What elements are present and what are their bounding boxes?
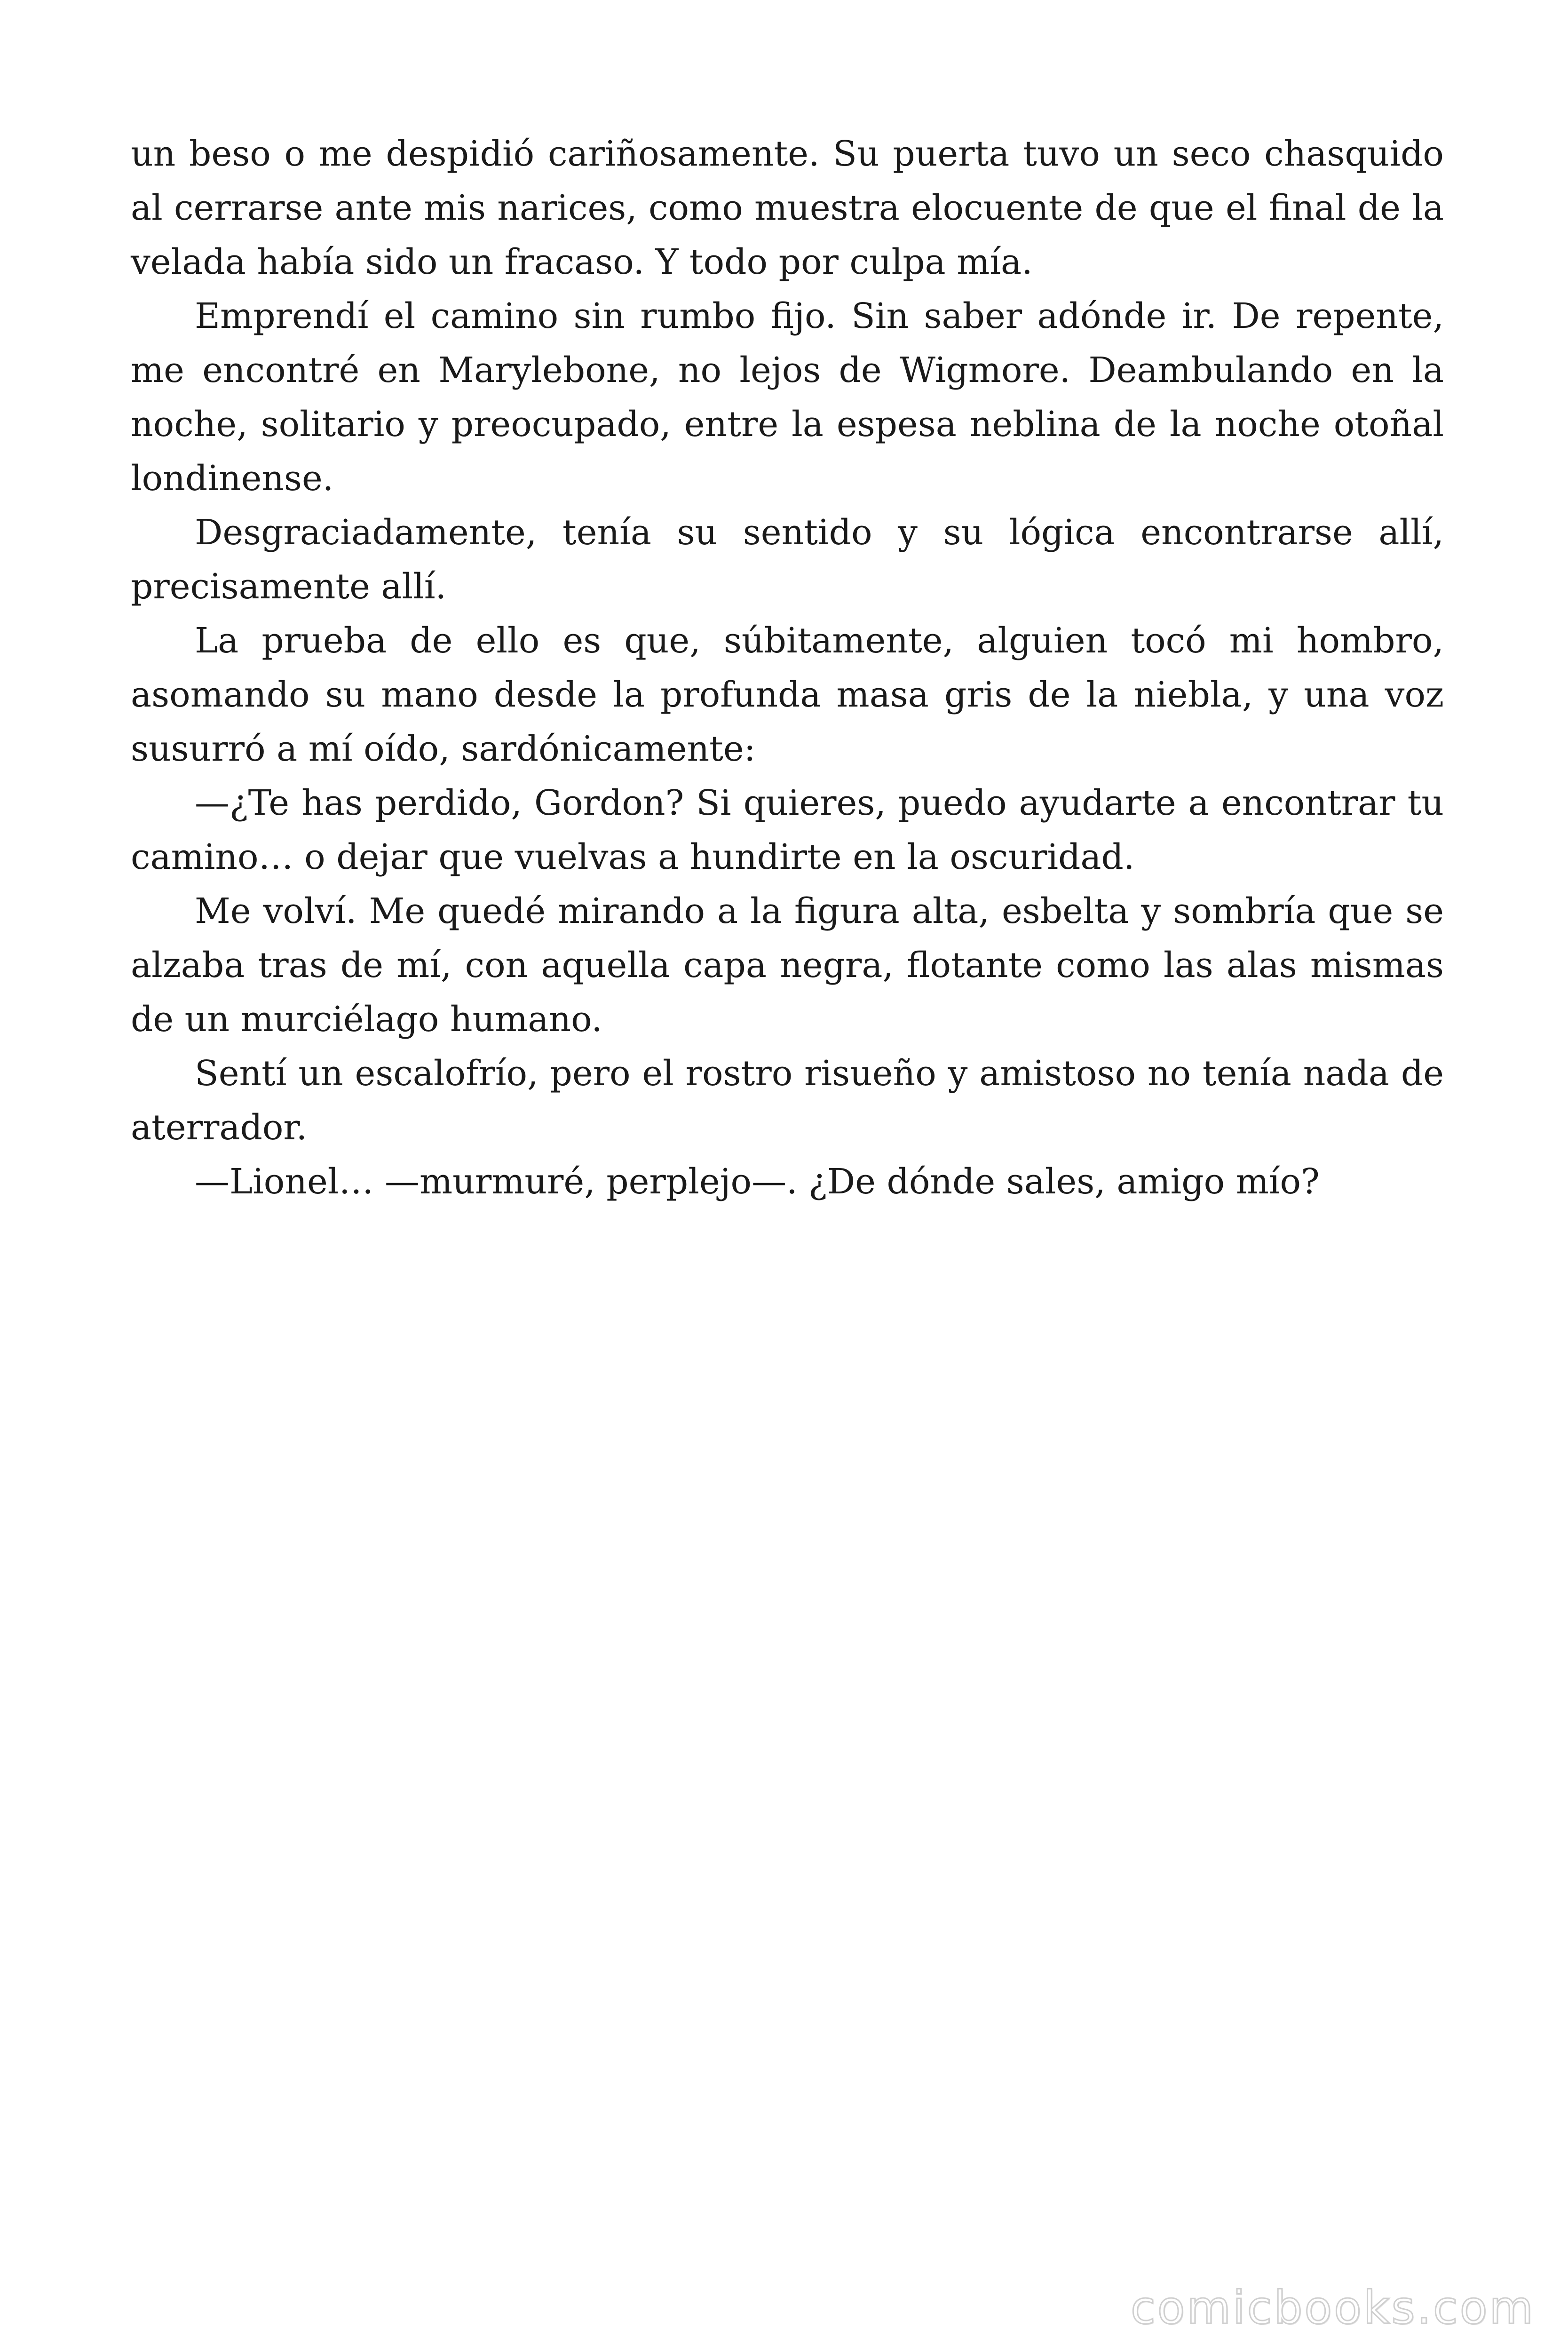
watermark: comicbooks.com [1130, 2281, 1535, 2334]
paragraph-4: La prueba de ello es que, súbitamente, alguien tocó mi hombro, asomando su mano desde la profunda masa gris de la niebla, y una voz susurró a mí oído, sardónicamente: [131, 620, 1444, 769]
paragraph-5: —¿Te has perdido, Gordon? Si quieres, puedo ayudarte a encontrar tu camino… o dejar que vuelvas a hundirte en la oscuridad. [131, 783, 1444, 877]
paragraph-6: Me volví. Me quedé mirando a la figura alta, esbelta y sombría que se alzaba tras de mí, con aquella capa negra, flotante como las alas mismas de un murciélago humano. [131, 891, 1444, 1040]
body-text [131, 127, 1444, 1209]
paragraph-2: Emprendí el camino sin rumbo fijo. Sin saber adónde ir. De repente, me encontré en Marylebone, no lejos de Wigmore. Deambulando en la noche, solitario y preocupado, entre la espesa neblina de la noche otoñal londinense. [131, 296, 1444, 499]
paragraph-1: un beso o me despidió cariñosamente. Su puerta tuvo un seco chasquido al cerrarse ante mis narices, como muestra elocuente de que el final de la velada había sido un fracaso. Y todo por culpa mía. [131, 134, 1444, 282]
paragraph-8: —Lionel… —murmuré, perplejo—. ¿De dónde sales, amigo mío? [195, 1161, 1320, 1202]
paragraph-7: Sentí un escalofrío, pero el rostro risueño y amistoso no tenía nada de aterrador. [131, 1053, 1444, 1148]
paragraph-3: Desgraciadamente, tenía su sentido y su lógica encontrarse allí, precisamente allí. [131, 512, 1444, 607]
